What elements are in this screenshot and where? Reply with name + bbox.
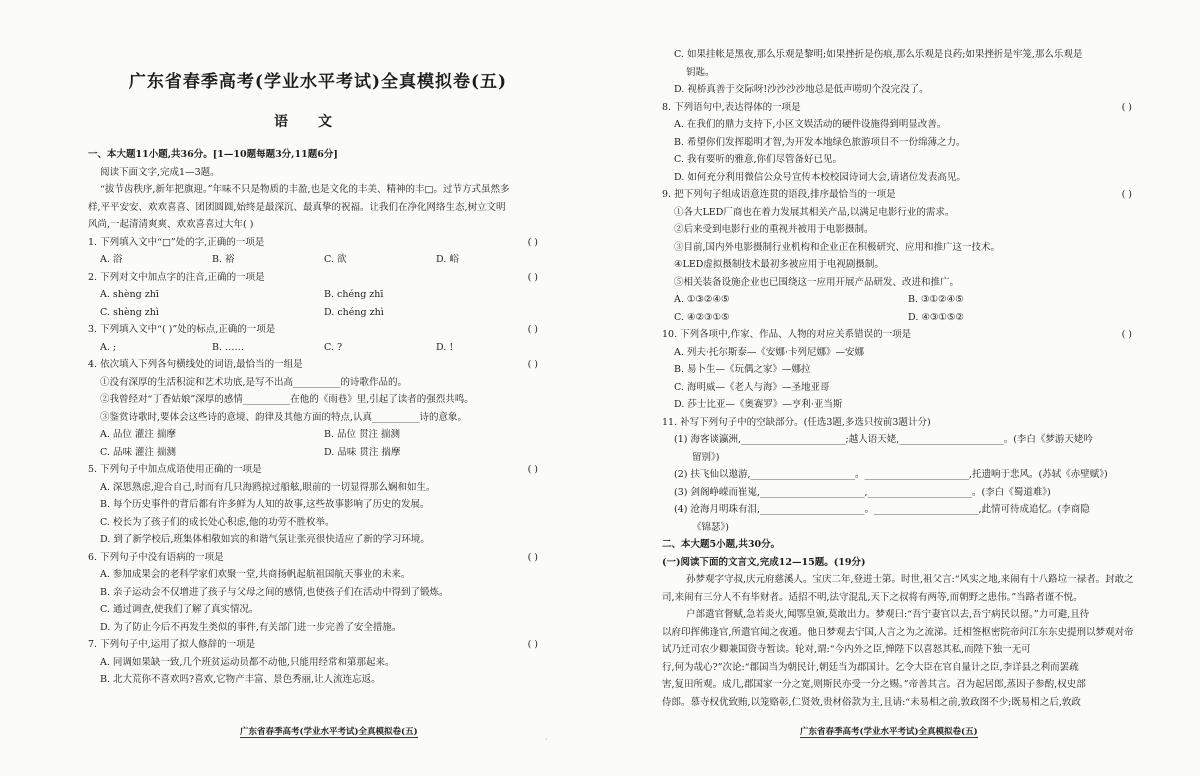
option: D. 如何充分利用微信公众号宣传本校校园诗词大会,请诸位发表高见。 bbox=[674, 171, 966, 183]
option: B. chéng zhī bbox=[324, 289, 384, 300]
right-footer: 广东省春季高考(学业水平考试)全真模拟卷(五) bbox=[800, 727, 978, 737]
question-stem: 8. 下列语句中,表达得体的一项是 bbox=[662, 101, 801, 113]
sentence: ①各大LED厂商也在着力发展其相关产品,以满足电影行业的需求。 bbox=[674, 206, 955, 218]
option: C. 如果挂帐是黑夜,那么乐观是黎明;如果挫折是伤痕,那么乐观是良药;如果挫折是牢笼,那么乐观是 bbox=[674, 49, 1083, 60]
question-11 bbox=[662, 414, 1142, 537]
fill-item-continued: 《锦瑟》) bbox=[692, 521, 729, 533]
option: C. 通过调查,使我们了解了真实情况。 bbox=[100, 604, 259, 615]
option: A. 在我们的鼎力支持下,小区文娱活动的硬件设施得到明显改善。 bbox=[674, 119, 947, 130]
sentence: ③目前,国内外电影摄制行业机构和企业正在积极研究、应用和推广这一技术。 bbox=[674, 241, 1001, 253]
passage-line: 风尚,一起清清爽爽、欢欢喜喜过大年( ) bbox=[88, 219, 254, 230]
option: A. 列夫·托尔斯泰—《安娜·卡列尼娜》—安娜 bbox=[674, 346, 864, 358]
subsection-heading: (一)阅读下面的文言文,完成12—15题。(19分) bbox=[662, 556, 866, 568]
question-8 bbox=[662, 99, 1142, 187]
option: D. ! bbox=[436, 341, 454, 353]
answer-paren: ( ) bbox=[1121, 101, 1132, 113]
question-stem: 4. 依次填入下列各句横线处的词语,最恰当的一组是 bbox=[88, 359, 303, 370]
question-3 bbox=[88, 321, 548, 356]
option: A. ①③②④⑤ bbox=[674, 294, 730, 305]
answer-paren: ( ) bbox=[527, 464, 538, 475]
fill-item: (2) 扶飞仙以遨游,______________________。______________________,托遗响于悲风。(苏轼《赤壁赋》) bbox=[674, 469, 1108, 480]
option: C. ? bbox=[324, 341, 343, 353]
exam-title: 广东省春季高考(学业水平考试)全真模拟卷(五) bbox=[128, 72, 508, 92]
q7-continued bbox=[662, 46, 1142, 99]
fill-item: (1) 海客谈瀛洲,______________________;越人语天姥,______________________。(李白《梦游天姥吟 bbox=[674, 434, 1093, 445]
option: A. 深思熟虑,迎合自己,时而有几只海鸥掠过船舷,眼前的一切显得那么娴和如生。 bbox=[100, 481, 436, 493]
question-stem: 2. 下列对文中加点字的注音,正确的一项是 bbox=[88, 271, 265, 283]
passage bbox=[88, 181, 548, 234]
option: D. 视桥真善于交际呀!沙沙沙沙地总是低声唠叨个没完没了。 bbox=[674, 84, 929, 95]
option: D. ④③①⑤② bbox=[908, 311, 964, 323]
option: B. 每个历史事件的背后都有许多鲜为人知的故事,这些故事影响了历史的发展。 bbox=[100, 499, 430, 510]
sentence: ②后来受到电影行业的重视并被用于电影摄制。 bbox=[674, 224, 874, 235]
option: B. 北大荒你不喜欢吗?喜欢,它物产丰富、景色秀丽,让人流连忘返。 bbox=[100, 674, 381, 685]
reading-instruction: 阅读下面文字,完成1—3题。 bbox=[100, 166, 220, 178]
option: C. 我有要听的雅意,你们尽管备好已见。 bbox=[674, 154, 842, 165]
answer-paren: ( ) bbox=[527, 359, 538, 370]
option: B. …… bbox=[212, 341, 245, 353]
question-6 bbox=[88, 549, 548, 637]
question-4 bbox=[88, 356, 548, 461]
question-2 bbox=[88, 269, 548, 322]
passage-line: 样,平平安安、欢欢喜喜、团团圆圆,始终是最深沉、最真挚的祝福。让我们在净化网络生态,树立文明 bbox=[88, 201, 506, 213]
question-7 bbox=[88, 636, 548, 689]
option-continued: 钥匙。 bbox=[686, 66, 715, 78]
question-stem: 3. 下列填入文中“( )”处的标点,正确的一项是 bbox=[88, 324, 276, 335]
question-10 bbox=[662, 326, 1142, 414]
option: C. 校长为了孩子们的成长处心积虑,他的功劳不胜枚举。 bbox=[100, 516, 335, 528]
question-stem: 6. 下列句子中没有语病的一项是 bbox=[88, 551, 224, 563]
sentence: ⑤相关装备设施企业也已围绕这一应用开展产品研发、改进和推广。 bbox=[674, 276, 960, 288]
passage-line: 行,何为哉心?”次论:“郡国当为朝民计,朝廷当为郡国计。乞令大臣在官自量计之臣,李详县之利而罢疏 bbox=[662, 661, 1079, 673]
left-page bbox=[88, 0, 548, 776]
option: D. 莎士比亚—《奥赛罗》—亨利·亚当斯 bbox=[674, 399, 843, 410]
passage-line: 孙梦观字守叔,庆元府慈溪人。宝庆二年,登进士第。时世,祖父言:“风实之地,来闹有十八路垃一禄者。封敢之 bbox=[686, 574, 1134, 585]
answer-paren: ( ) bbox=[1121, 189, 1132, 200]
option: A. 参加成果会的老科学家们欢聚一堂,共商扬帆起航祖国航天事业的未来。 bbox=[100, 569, 411, 580]
fill-item-continued: 留别》) bbox=[692, 451, 720, 463]
option: B. 品位 贯注 揣测 bbox=[324, 429, 401, 440]
subject-title: 语文 bbox=[274, 114, 362, 130]
passage-line: 户部遣官督赋,急若炎火,闻鄂皇颁,莫敢出力。梦观曰:“吾宁妻官以去,吾宁病民以留。”力可避,且待 bbox=[686, 609, 1090, 620]
fill-item: (3) 剑阁峥嵘而崔嵬,______________________,______________________。(李白《蜀道难》) bbox=[674, 486, 1051, 498]
option: C. ④②③①⑤ bbox=[674, 311, 730, 323]
option: A. shèng zhī bbox=[100, 289, 159, 300]
classical-passage bbox=[662, 571, 1142, 711]
passage-line: 以府印挥佛逢官,所遣官闻之夜遁。他日梦观去宁国,人言之为之流涕。迁相签枢密院帝问江东东史提刑以梦观对帝试乃迁司农少卿兼国资寺暂读。轮对,谓:“今内外之臣,惮陛下以喜怒其私,而陛下独一无可 bbox=[662, 626, 1134, 655]
option: C. 欲 bbox=[324, 254, 347, 265]
option: B. 裕 bbox=[212, 254, 235, 265]
option: C. 品味 灌注 揣测 bbox=[100, 446, 177, 458]
answer-paren: ( ) bbox=[527, 236, 538, 248]
passage-line: “拔节齿秩序,新年把旗迎。”年味不只是物质的丰盈,也是文化的丰美、精神的丰□。过节方式虽然多 bbox=[100, 184, 510, 195]
center-mark: · bbox=[545, 735, 548, 744]
option: D. 为了防止今后不再发生类似的事件,有关部门进一步完善了安全措施。 bbox=[100, 621, 402, 633]
option: A. ; bbox=[100, 341, 117, 353]
option: B. 易卜生—《玩偶之家》—娜拉 bbox=[674, 364, 811, 375]
question-5 bbox=[88, 461, 548, 549]
sentence: ②我曾经对“丁香姑娘”深厚的感情__________在他的《雨巷》里,引起了读者的强烈共鸣。 bbox=[100, 394, 474, 405]
section-2-heading: 二、本大题5小题,共30分。 bbox=[662, 539, 781, 550]
option: C. 海明威—《老人与海》—圣地亚哥 bbox=[674, 381, 830, 393]
question-stem: 10. 下列各项中,作家、作品、人物的对应关系错误的一项是 bbox=[662, 329, 912, 340]
passage-line: 侍郎。慕寺权优致贿,以笼赂彰,仁贤效,贵材俗款为主,且请:“未易相之前,敦政图不少;既易相之后,敦政 bbox=[662, 696, 1081, 708]
sentence: ④LED虚拟摄制技术最初多被应用于电视剧摄制。 bbox=[674, 259, 884, 270]
option: B. ③①②④⑤ bbox=[908, 294, 964, 305]
option: D. 品味 贯注 揣摩 bbox=[324, 446, 401, 458]
fill-item: (4) 沧海月明珠有泪,______________________。______________________,此情可待成追忆。(李商隐 bbox=[674, 504, 1090, 515]
passage-line: 害,复田所观。成几,郡国家一分之宽,则斯民亦受一分之赐。”帝善其言。召为起居郎,蒸因子参酌,权史部 bbox=[662, 679, 1086, 690]
option: A. 品位 灌注 揣摩 bbox=[100, 429, 176, 440]
answer-paren: ( ) bbox=[1121, 329, 1132, 340]
option: D. 到了新学校后,班集体相敬如宾的和谐气氛让张亮很快适应了新的学习环境。 bbox=[100, 534, 430, 545]
question-1 bbox=[88, 234, 548, 269]
option: D. chéng zhì bbox=[324, 306, 384, 318]
answer-paren: ( ) bbox=[527, 324, 538, 335]
left-footer: 广东省春季高考(学业水平考试)全真模拟卷(五) bbox=[240, 727, 418, 737]
answer-paren: ( ) bbox=[527, 551, 538, 563]
option: D. 峪 bbox=[436, 254, 459, 265]
sentence: ③鉴赏诗歌时,要体会这些诗的意境、韵律及其他方面的特点,认真__________诗的意象。 bbox=[100, 411, 468, 423]
question-stem: 9. 把下列句子组成语意连贯的语段,排序最恰当的一项是 bbox=[662, 189, 896, 200]
right-page bbox=[662, 0, 1142, 776]
option: A. 同调如果缺一致,几个班贫运动员都不动他,只能用经常和第那起来。 bbox=[100, 656, 395, 668]
passage-line: 司,来闹有三分人不有毕财者。适招不明,法守混乱,天下之叔将有两等,而朝野之患伟。”当路者谨不悦。 bbox=[662, 591, 1083, 603]
answer-paren: ( ) bbox=[527, 271, 538, 283]
sentence: ①没有深厚的生活积淀和艺术功底,是写不出高__________的诗歌作品的。 bbox=[100, 376, 408, 388]
question-stem: 1. 下列填入文中“□”处的字,正确的一项是 bbox=[88, 236, 265, 248]
question-stem: 7. 下列句子中,运用了拟人修辞的一项是 bbox=[88, 639, 256, 650]
question-stem: 5. 下列句子中加点成语使用正确的一项是 bbox=[88, 464, 262, 475]
question-stem: 11. 补写下列句子中的空缺部分。(任选3题,多选只按前3题计分) bbox=[662, 416, 931, 428]
option: B. 希望你们发挥聪明才智,为开发本地绿色旅游项目不一份绵薄之力。 bbox=[674, 136, 966, 148]
question-9 bbox=[662, 186, 1142, 326]
option: C. shèng zhì bbox=[100, 306, 159, 318]
answer-paren: ( ) bbox=[527, 639, 538, 650]
section-1-heading: 一、本大题11小题,共36分。[1—10题每题3分,11题6分] bbox=[88, 149, 338, 160]
option: B. 亲子运动会不仅增进了孩子与父母之间的感情,也使孩子们在活动中得到了锻炼。 bbox=[100, 586, 449, 598]
option: A. 浴 bbox=[100, 254, 123, 265]
